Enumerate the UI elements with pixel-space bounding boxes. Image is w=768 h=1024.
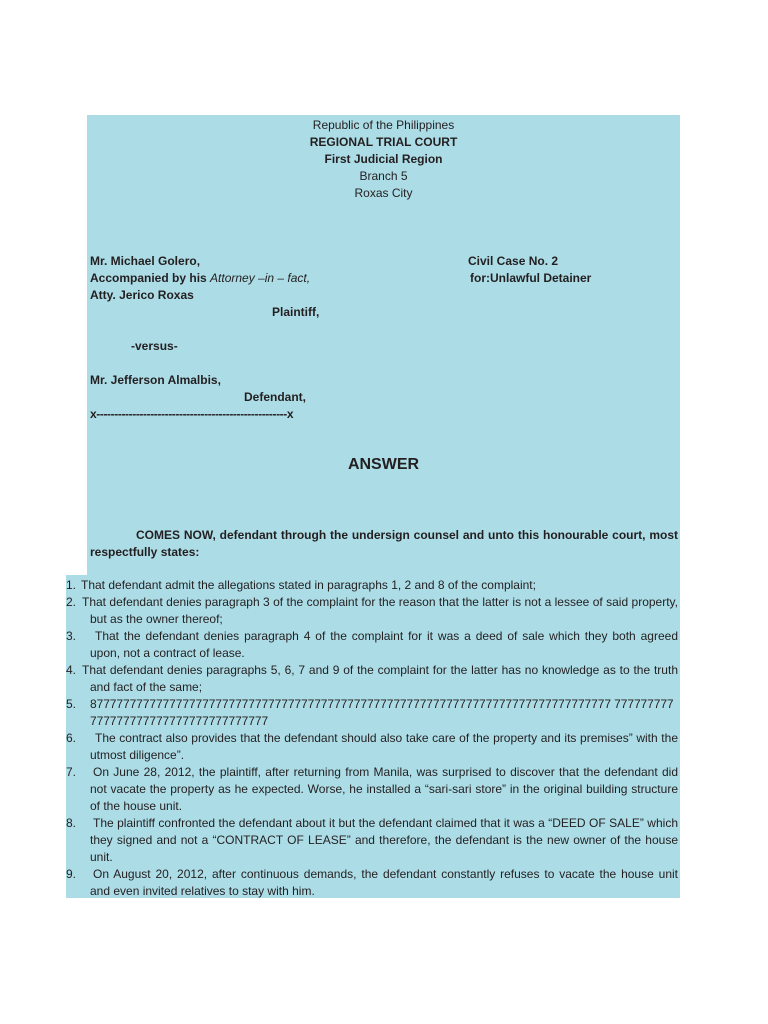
header-region: First Judicial Region: [324, 152, 443, 166]
item-text: The plaintiff confronted the defendant about it but the defendant claimed that it was a “DEED OF SALE” which they signed and not a “CONTRACT OF LEASE” and therefore, the defendant is the new owner of the house unit.: [90, 816, 678, 864]
defendant-label: Defendant,: [244, 390, 307, 404]
list-item: [66, 866, 678, 900]
item-number: 8.: [66, 816, 77, 830]
defendant-name: Mr. Jefferson Almalbis,: [90, 373, 221, 387]
item-text: The contract also provides that the defendant should also take care of the property and its premises” with the utmost diligence”.: [90, 731, 678, 762]
item-number: 6.: [66, 731, 77, 745]
case-number: Civil Case No. 2: [468, 254, 559, 268]
plaintiff-label: Plaintiff,: [272, 305, 320, 319]
plaintiff-name: Mr. Michael Golero,: [90, 254, 201, 268]
item-number: 3.: [66, 629, 77, 643]
list-item: [66, 815, 678, 866]
item-number: 4.: [66, 663, 77, 677]
versus: -versus-: [131, 339, 178, 353]
item-text: That defendant denies paragraphs 5, 6, 7 and 9 of the complaint for the latter has no knowledge as to the truth and fact of the same;: [82, 663, 678, 694]
attorney-name: Atty. Jerico Roxas: [90, 288, 194, 302]
list-item: [66, 662, 678, 696]
intro-rest: defendant through the undersign counsel and unto this honourable court, most respectfully states:: [90, 528, 678, 559]
item-number: 9.: [66, 867, 77, 881]
header-branch: Branch 5: [359, 169, 408, 183]
item-number: 7.: [66, 765, 77, 779]
header-republic: Republic of the Philippines: [312, 118, 455, 132]
document-title: ANSWER: [347, 456, 420, 473]
list-item: [66, 628, 678, 662]
list-item: [66, 594, 678, 628]
case-type: for:Unlawful Detainer: [470, 271, 592, 285]
item-number: 1.: [66, 578, 77, 592]
intro-lead: COMES NOW,: [136, 528, 216, 542]
list-item: [66, 577, 678, 594]
item-text: That defendant denies paragraph 3 of the complaint for the reason that the latter is not a lessee of said property, but as the owner thereof;: [82, 595, 678, 626]
header-city: Roxas City: [354, 186, 413, 200]
item-text: 8777777777777777777777777777777777777777777777777777777777777777777777777777777 777777777777777777777777777777777777: [90, 697, 674, 728]
list-item: [66, 764, 678, 815]
item-text: On June 28, 2012, the plaintiff, after returning from Manila, was surprised to discover that the defendant did not vacate the property as he expected. Worse, he installed a “sari-sari store” in the original building structure of the house unit.: [90, 765, 678, 813]
header-court: REGIONAL TRIAL COURT: [309, 135, 458, 149]
list-item: [66, 730, 678, 764]
list-item: [66, 696, 678, 730]
item-text: That defendant admit the allegations stated in paragraphs 1, 2 and 8 of the complaint;: [81, 578, 536, 592]
item-number: 5.: [66, 697, 77, 711]
accompanied-line: Accompanied by his Attorney –in – fact,: [90, 271, 311, 285]
caption-separator: x-----------------------------------------------------x: [90, 407, 294, 421]
intro-paragraph: [90, 527, 678, 561]
item-text: On August 20, 2012, after continuous demands, the defendant constantly refuses to vacate the house unit and even invited relatives to stay with him.: [90, 867, 678, 898]
item-number: 2.: [66, 595, 77, 609]
item-text: That the defendant denies paragraph 4 of the complaint for it was a deed of sale which they both agreed upon, not a contract of lease.: [90, 629, 678, 660]
